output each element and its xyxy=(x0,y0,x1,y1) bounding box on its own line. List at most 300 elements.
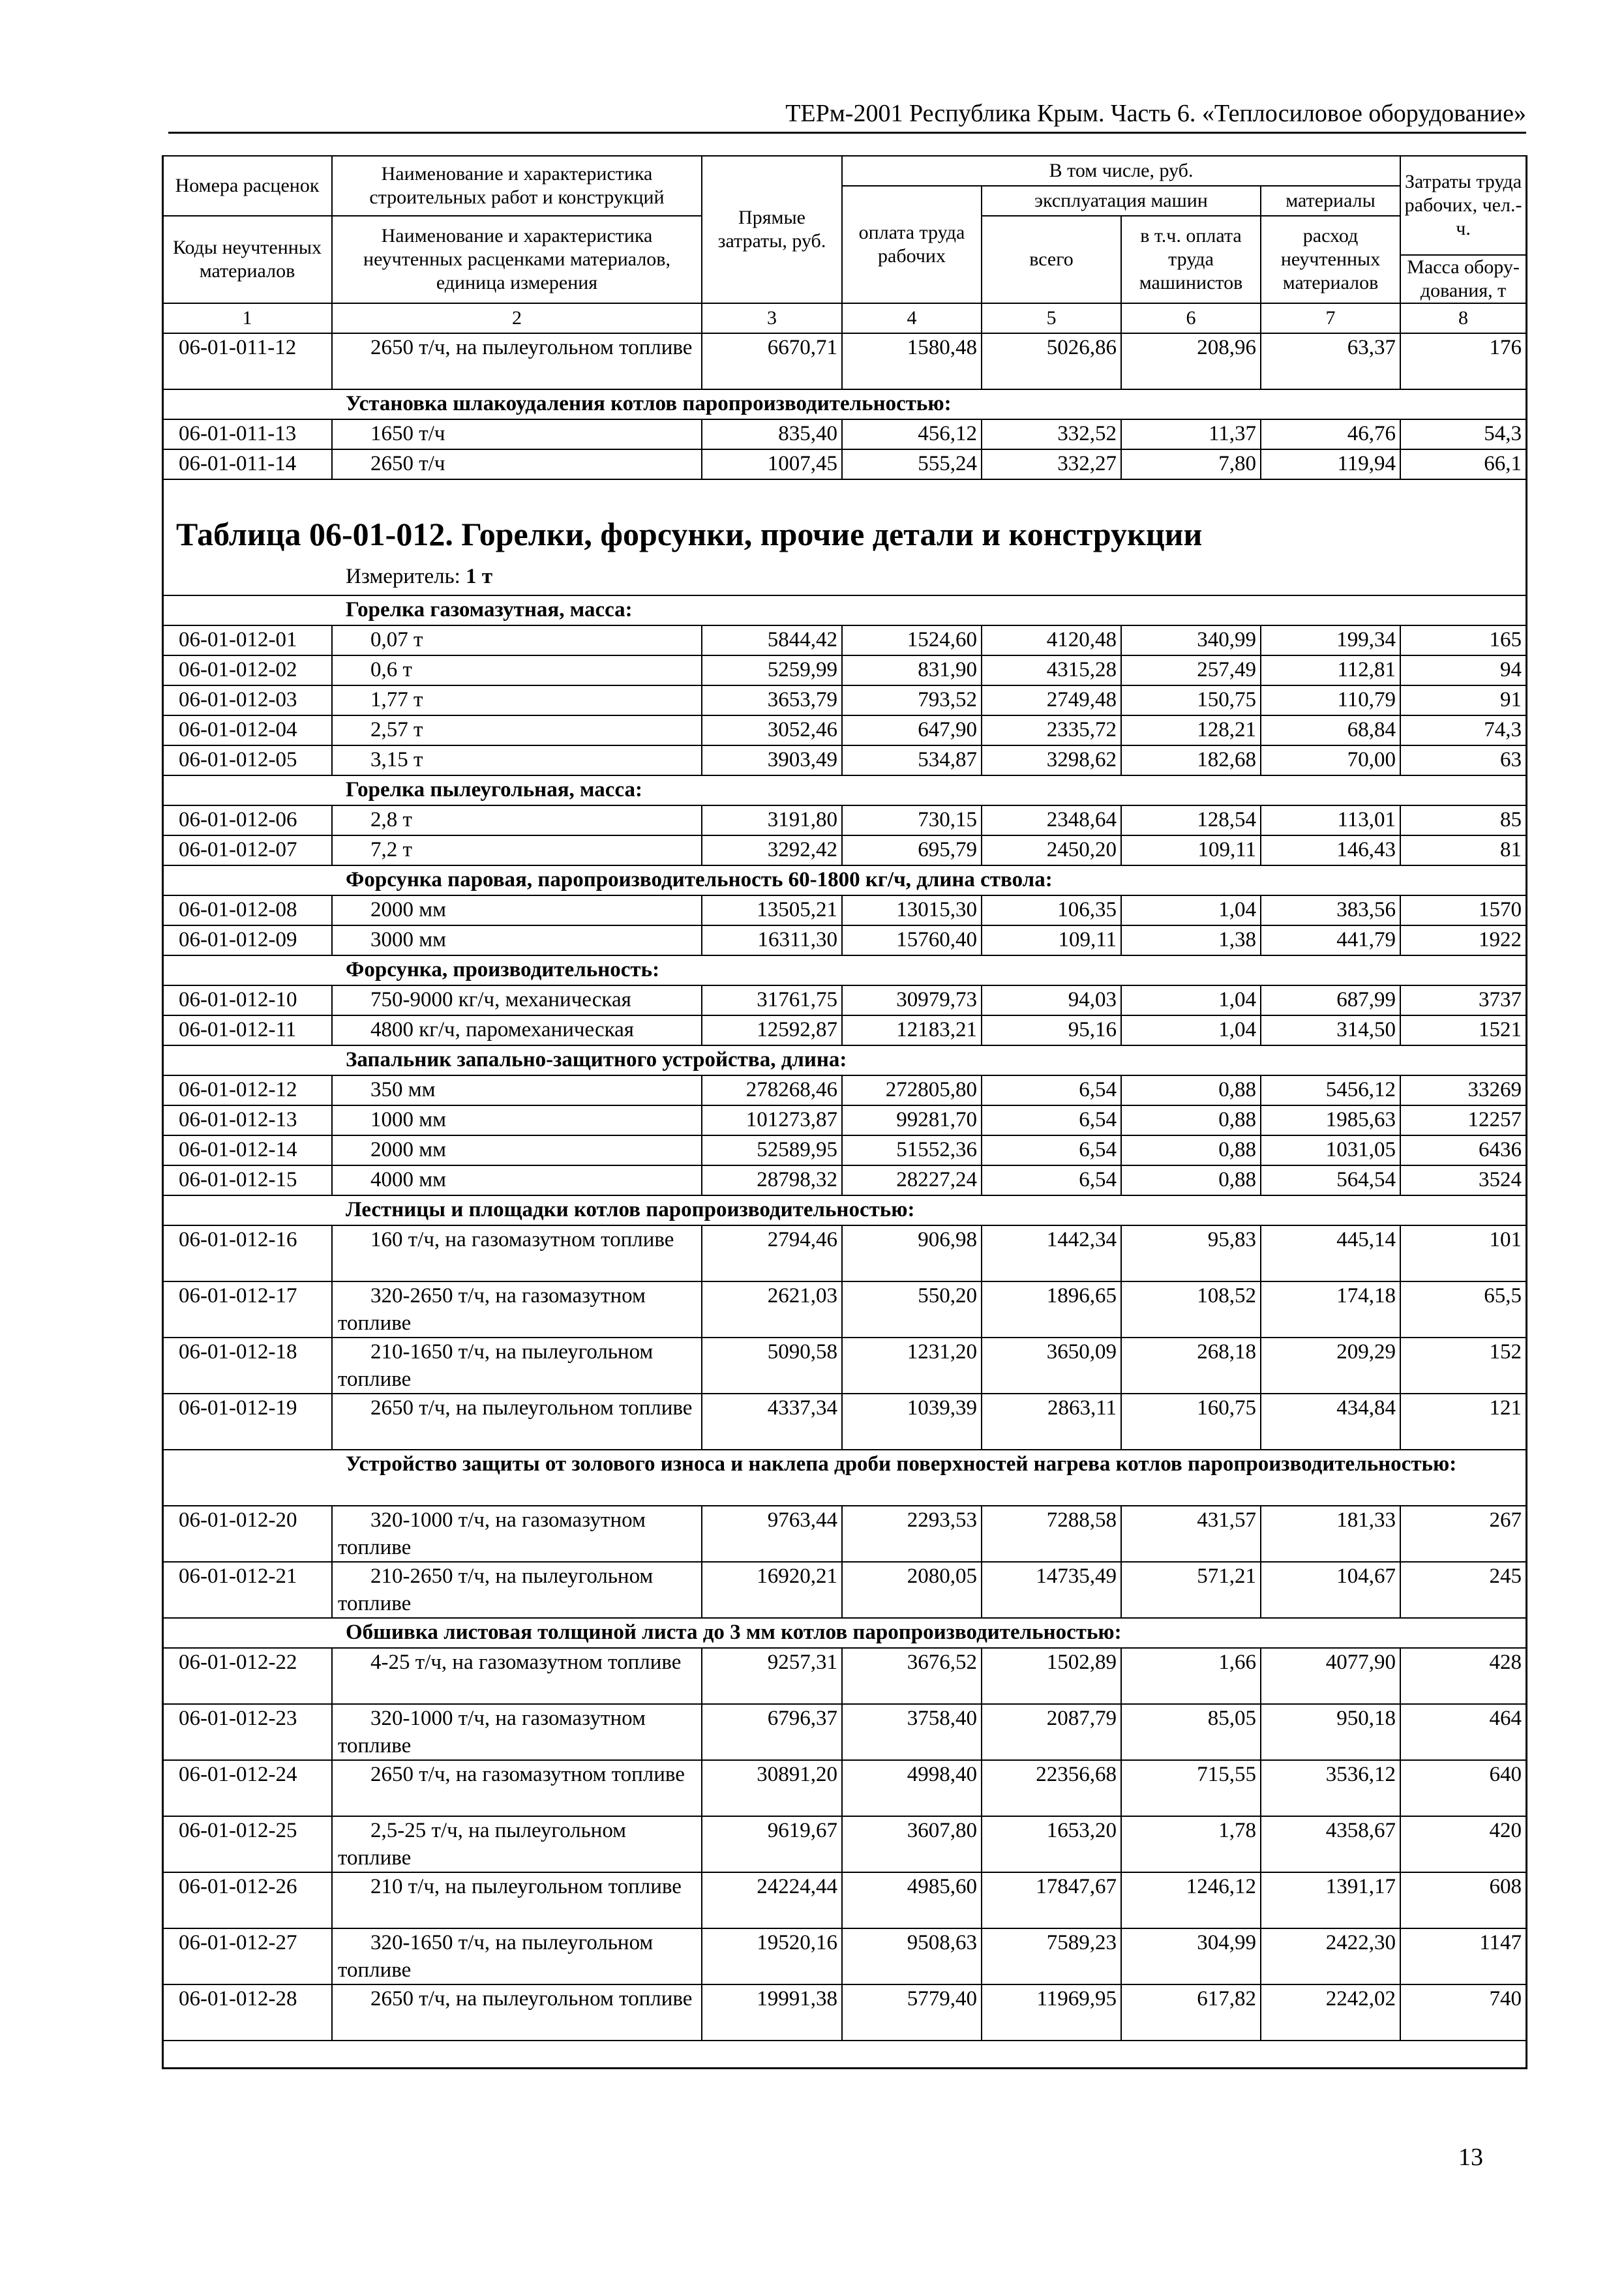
rate-code: 06-01-012-19 xyxy=(162,1394,332,1450)
labor-or-mass-cell: 176 xyxy=(1400,333,1526,389)
material-cost-cell: 4358,67 xyxy=(1261,1816,1400,1872)
material-cost-cell: 209,29 xyxy=(1261,1338,1400,1394)
material-cost-cell: 119,94 xyxy=(1261,449,1400,479)
material-cost-cell: 112,81 xyxy=(1261,655,1400,685)
machinist-wage-cell: 571,21 xyxy=(1121,1562,1261,1618)
table-row xyxy=(162,1338,1526,1394)
rate-description: 3,15 т xyxy=(332,745,702,775)
labor-or-mass-cell: 608 xyxy=(1400,1872,1526,1928)
wage-cost-cell: 4998,40 xyxy=(842,1760,982,1816)
wage-cost-cell: 3676,52 xyxy=(842,1648,982,1704)
machine-cost-cell: 2348,64 xyxy=(982,805,1121,835)
labor-or-mass-cell: 1147 xyxy=(1400,1928,1526,1984)
labor-or-mass-cell: 267 xyxy=(1400,1506,1526,1562)
machinist-wage-cell: 0,88 xyxy=(1121,1165,1261,1195)
table-row xyxy=(162,1928,1526,1984)
machine-cost-cell: 6,54 xyxy=(982,1135,1121,1165)
material-cost-cell: 441,79 xyxy=(1261,925,1400,955)
col-direct-costs-header: Прямые затраты, руб. xyxy=(702,156,842,303)
table-row xyxy=(162,1165,1526,1195)
wage-cost-cell: 13015,30 xyxy=(842,895,982,925)
col-labor-header: Затраты труда рабочих, чел.-ч. xyxy=(1400,156,1526,255)
labor-or-mass-cell: 6436 xyxy=(1400,1135,1526,1165)
direct-cost-cell: 6796,37 xyxy=(702,1704,842,1760)
labor-or-mass-cell: 65,5 xyxy=(1400,1281,1526,1338)
rate-code: 06-01-012-22 xyxy=(162,1648,332,1704)
rate-description: 750-9000 кг/ч, механическая xyxy=(332,985,702,1015)
machine-cost-cell: 5026,86 xyxy=(982,333,1121,389)
machinist-wage-cell: 1,38 xyxy=(1121,925,1261,955)
rate-description: 7,2 т xyxy=(332,835,702,865)
direct-cost-cell: 101273,87 xyxy=(702,1105,842,1135)
table-row xyxy=(162,925,1526,955)
wage-cost-cell: 1231,20 xyxy=(842,1338,982,1394)
labor-or-mass-cell: 3737 xyxy=(1400,985,1526,1015)
table-row xyxy=(162,1816,1526,1872)
rate-code: 06-01-012-08 xyxy=(162,895,332,925)
direct-cost-cell: 3191,80 xyxy=(702,805,842,835)
table-row xyxy=(162,1872,1526,1928)
direct-cost-cell: 2621,03 xyxy=(702,1281,842,1338)
labor-or-mass-cell: 66,1 xyxy=(1400,449,1526,479)
machinist-wage-cell: 1246,12 xyxy=(1121,1872,1261,1928)
rate-code: 06-01-012-27 xyxy=(162,1928,332,1984)
rate-description: 2650 т/ч, на пылеугольном топливе xyxy=(332,1394,702,1450)
material-cost-cell: 383,56 xyxy=(1261,895,1400,925)
material-cost-cell: 2422,30 xyxy=(1261,1928,1400,1984)
machinist-wage-cell: 268,18 xyxy=(1121,1338,1261,1394)
col-materials-header: материалы xyxy=(1261,186,1400,216)
direct-cost-cell: 5259,99 xyxy=(702,655,842,685)
wage-cost-cell: 15760,40 xyxy=(842,925,982,955)
direct-cost-cell: 19991,38 xyxy=(702,1984,842,2041)
col-num: 2 xyxy=(332,303,702,333)
table-row xyxy=(162,1075,1526,1105)
direct-cost-cell: 28798,32 xyxy=(702,1165,842,1195)
machine-cost-cell: 3650,09 xyxy=(982,1338,1121,1394)
rate-code: 06-01-012-10 xyxy=(162,985,332,1015)
table-row xyxy=(162,1281,1526,1338)
machine-cost-cell: 1653,20 xyxy=(982,1816,1121,1872)
wage-cost-cell: 793,52 xyxy=(842,685,982,715)
material-cost-cell: 68,84 xyxy=(1261,715,1400,745)
wage-cost-cell: 534,87 xyxy=(842,745,982,775)
col-num: 3 xyxy=(702,303,842,333)
section-title: Запальник запально-защитного устройства, длина: xyxy=(162,1045,1526,1075)
table-row xyxy=(162,1105,1526,1135)
rate-description: 2,57 т xyxy=(332,715,702,745)
rate-code: 06-01-012-12 xyxy=(162,1075,332,1105)
labor-or-mass-cell: 464 xyxy=(1400,1704,1526,1760)
wage-cost-cell: 730,15 xyxy=(842,805,982,835)
wage-cost-cell: 647,90 xyxy=(842,715,982,745)
wage-cost-cell: 99281,70 xyxy=(842,1105,982,1135)
table-row xyxy=(162,895,1526,925)
labor-or-mass-cell: 85 xyxy=(1400,805,1526,835)
rate-description: 3000 мм xyxy=(332,925,702,955)
labor-or-mass-cell: 121 xyxy=(1400,1394,1526,1450)
table-row xyxy=(162,745,1526,775)
machine-cost-cell: 3298,62 xyxy=(982,745,1121,775)
machinist-wage-cell: 11,37 xyxy=(1121,419,1261,449)
machinist-wage-cell: 128,21 xyxy=(1121,715,1261,745)
section-row xyxy=(162,595,1526,625)
section-row xyxy=(162,1618,1526,1648)
material-cost-cell: 3536,12 xyxy=(1261,1760,1400,1816)
machine-cost-cell: 2863,11 xyxy=(982,1394,1121,1450)
rate-description: 2650 т/ч, на пылеугольном топливе xyxy=(332,1984,702,2041)
wage-cost-cell: 555,24 xyxy=(842,449,982,479)
table-row xyxy=(162,1225,1526,1281)
machine-cost-cell: 7589,23 xyxy=(982,1928,1121,1984)
col-wage-header: оплата труда рабочих xyxy=(842,186,982,303)
wage-cost-cell: 1039,39 xyxy=(842,1394,982,1450)
wage-cost-cell: 272805,80 xyxy=(842,1075,982,1105)
col-mach-total-header: всего xyxy=(982,216,1121,303)
machine-cost-cell: 109,11 xyxy=(982,925,1121,955)
table-row xyxy=(162,1135,1526,1165)
table-caption: Таблица 06-01-012. Горелки, форсунки, прочие детали и конструкции xyxy=(176,516,1203,552)
wage-cost-cell: 30979,73 xyxy=(842,985,982,1015)
rate-code: 06-01-012-23 xyxy=(162,1704,332,1760)
measure-label: Измеритель: xyxy=(346,565,460,588)
machine-cost-cell: 1896,65 xyxy=(982,1281,1121,1338)
wage-cost-cell: 456,12 xyxy=(842,419,982,449)
measure-line xyxy=(346,565,492,589)
labor-or-mass-cell: 74,3 xyxy=(1400,715,1526,745)
rate-description: 2000 мм xyxy=(332,1135,702,1165)
col-num: 1 xyxy=(162,303,332,333)
col-including-header: В том числе, руб. xyxy=(842,156,1400,186)
machine-cost-cell: 4120,48 xyxy=(982,625,1121,655)
machinist-wage-cell: 95,83 xyxy=(1121,1225,1261,1281)
wage-cost-cell: 3607,80 xyxy=(842,1816,982,1872)
rate-code: 06-01-012-26 xyxy=(162,1872,332,1928)
table-row xyxy=(162,449,1526,479)
machinist-wage-cell: 1,78 xyxy=(1121,1816,1261,1872)
wage-cost-cell: 4985,60 xyxy=(842,1872,982,1928)
rate-description: 2000 мм xyxy=(332,895,702,925)
labor-or-mass-cell: 245 xyxy=(1400,1562,1526,1618)
material-cost-cell: 4077,90 xyxy=(1261,1648,1400,1704)
header-title: ТЕРм-2001 Республика Крым. Часть 6. «Теплосиловое оборудование» xyxy=(785,100,1526,127)
col-mass-header: Масса обору-дования, т xyxy=(1400,255,1526,303)
rate-description: 2,5-25 т/ч, на пылеугольном топливе xyxy=(332,1816,702,1872)
labor-or-mass-cell: 1521 xyxy=(1400,1015,1526,1045)
rate-description: 4000 мм xyxy=(332,1165,702,1195)
labor-or-mass-cell: 420 xyxy=(1400,1816,1526,1872)
rate-code: 06-01-012-04 xyxy=(162,715,332,745)
rate-code: 06-01-012-11 xyxy=(162,1015,332,1045)
material-cost-cell: 174,18 xyxy=(1261,1281,1400,1338)
table-row xyxy=(162,1562,1526,1618)
section-row xyxy=(162,775,1526,805)
table-row xyxy=(162,985,1526,1015)
material-cost-cell: 46,76 xyxy=(1261,419,1400,449)
direct-cost-cell: 278268,46 xyxy=(702,1075,842,1105)
wage-cost-cell: 2293,53 xyxy=(842,1506,982,1562)
page-number: 13 xyxy=(1458,2144,1483,2171)
rates-table-main xyxy=(162,595,1527,2041)
section-title: Форсунка, производительность: xyxy=(162,955,1526,985)
machinist-wage-cell: 1,04 xyxy=(1121,985,1261,1015)
direct-cost-cell: 3653,79 xyxy=(702,685,842,715)
rate-description: 210 т/ч, на пылеугольном топливе xyxy=(332,1872,702,1928)
table-row xyxy=(162,1648,1526,1704)
machine-cost-cell: 2749,48 xyxy=(982,685,1121,715)
labor-or-mass-cell: 1570 xyxy=(1400,895,1526,925)
machine-cost-cell: 6,54 xyxy=(982,1165,1121,1195)
labor-or-mass-cell: 12257 xyxy=(1400,1105,1526,1135)
rate-description: 4-25 т/ч, на газомазутном топливе xyxy=(332,1648,702,1704)
rate-code: 06-01-012-03 xyxy=(162,685,332,715)
labor-or-mass-cell: 740 xyxy=(1400,1984,1526,2041)
machine-cost-cell: 6,54 xyxy=(982,1075,1121,1105)
machinist-wage-cell: 182,68 xyxy=(1121,745,1261,775)
rate-code: 06-01-012-15 xyxy=(162,1165,332,1195)
material-cost-cell: 199,34 xyxy=(1261,625,1400,655)
table-row xyxy=(162,333,1526,389)
wage-cost-cell: 1524,60 xyxy=(842,625,982,655)
machinist-wage-cell: 257,49 xyxy=(1121,655,1261,685)
labor-or-mass-cell: 54,3 xyxy=(1400,419,1526,449)
rate-description: 1650 т/ч xyxy=(332,419,702,449)
material-cost-cell: 434,84 xyxy=(1261,1394,1400,1450)
rate-description: 320-1650 т/ч, на пылеугольном топливе xyxy=(332,1928,702,1984)
wage-cost-cell: 550,20 xyxy=(842,1281,982,1338)
rate-description: 160 т/ч, на газомазутном топливе xyxy=(332,1225,702,1281)
machine-cost-cell: 14735,49 xyxy=(982,1562,1121,1618)
wage-cost-cell: 28227,24 xyxy=(842,1165,982,1195)
table-row xyxy=(162,715,1526,745)
labor-or-mass-cell: 94 xyxy=(1400,655,1526,685)
machine-cost-cell: 95,16 xyxy=(982,1015,1121,1045)
material-cost-cell: 110,79 xyxy=(1261,685,1400,715)
rate-description: 2650 т/ч xyxy=(332,449,702,479)
direct-cost-cell: 13505,21 xyxy=(702,895,842,925)
table-body-main xyxy=(162,595,1526,2041)
table-row xyxy=(162,419,1526,449)
machinist-wage-cell: 0,88 xyxy=(1121,1135,1261,1165)
rate-description: 320-2650 т/ч, на газомазутном топливе xyxy=(332,1281,702,1338)
machine-cost-cell: 7288,58 xyxy=(982,1506,1121,1562)
machine-cost-cell: 6,54 xyxy=(982,1105,1121,1135)
rate-description: 4800 кг/ч, паромеханическая xyxy=(332,1015,702,1045)
wage-cost-cell: 831,90 xyxy=(842,655,982,685)
direct-cost-cell: 5844,42 xyxy=(702,625,842,655)
rate-code: 06-01-012-28 xyxy=(162,1984,332,2041)
labor-or-mass-cell: 81 xyxy=(1400,835,1526,865)
labor-or-mass-cell: 1922 xyxy=(1400,925,1526,955)
section-row xyxy=(162,1195,1526,1225)
section-title: Лестницы и площадки котлов паропроизводительностью: xyxy=(162,1195,1526,1225)
rate-code: 06-01-012-02 xyxy=(162,655,332,685)
labor-or-mass-cell: 3524 xyxy=(1400,1165,1526,1195)
table-row xyxy=(162,1015,1526,1045)
table-header xyxy=(162,156,1526,333)
table-row xyxy=(162,1506,1526,1562)
wage-cost-cell: 12183,21 xyxy=(842,1015,982,1045)
page-header xyxy=(168,98,1526,134)
rate-description: 320-1000 т/ч, на газомазутном топливе xyxy=(332,1506,702,1562)
material-cost-cell: 70,00 xyxy=(1261,745,1400,775)
section-title: Устройство защиты от золового износа и наклепа дроби поверхностей нагрева котлов паропроизводительностью: xyxy=(162,1450,1526,1506)
col-machines-header: эксплуатация машин xyxy=(982,186,1261,216)
machine-cost-cell: 332,27 xyxy=(982,449,1121,479)
material-cost-cell: 113,01 xyxy=(1261,805,1400,835)
direct-cost-cell: 3903,49 xyxy=(702,745,842,775)
machinist-wage-cell: 7,80 xyxy=(1121,449,1261,479)
rate-code: 06-01-012-18 xyxy=(162,1338,332,1394)
direct-cost-cell: 31761,75 xyxy=(702,985,842,1015)
material-cost-cell: 1985,63 xyxy=(1261,1105,1400,1135)
machinist-wage-cell: 1,66 xyxy=(1121,1648,1261,1704)
machine-cost-cell: 94,03 xyxy=(982,985,1121,1015)
machine-cost-cell: 2087,79 xyxy=(982,1704,1121,1760)
material-cost-cell: 5456,12 xyxy=(1261,1075,1400,1105)
machinist-wage-cell: 108,52 xyxy=(1121,1281,1261,1338)
machine-cost-cell: 1442,34 xyxy=(982,1225,1121,1281)
col-work-name-header: Наименование и характеристика строительных работ и конструкций xyxy=(332,156,702,216)
col-rate-number-header: Номера расценок xyxy=(162,156,332,216)
machine-cost-cell: 2450,20 xyxy=(982,835,1121,865)
direct-cost-cell: 19520,16 xyxy=(702,1928,842,1984)
rates-table-top xyxy=(162,155,1527,480)
wage-cost-cell: 5779,40 xyxy=(842,1984,982,2041)
rate-code: 06-01-012-01 xyxy=(162,625,332,655)
material-cost-cell: 1031,05 xyxy=(1261,1135,1400,1165)
rate-code: 06-01-012-13 xyxy=(162,1105,332,1135)
rate-description: 2,8 т xyxy=(332,805,702,835)
direct-cost-cell: 4337,34 xyxy=(702,1394,842,1450)
machine-cost-cell: 106,35 xyxy=(982,895,1121,925)
direct-cost-cell: 2794,46 xyxy=(702,1225,842,1281)
material-cost-cell: 445,14 xyxy=(1261,1225,1400,1281)
machinist-wage-cell: 304,99 xyxy=(1121,1928,1261,1984)
direct-cost-cell: 3292,42 xyxy=(702,835,842,865)
section-row xyxy=(162,389,1526,419)
rate-code: 06-01-012-09 xyxy=(162,925,332,955)
rate-description: 0,6 т xyxy=(332,655,702,685)
table-row xyxy=(162,1760,1526,1816)
machinist-wage-cell: 160,75 xyxy=(1121,1394,1261,1450)
wage-cost-cell: 695,79 xyxy=(842,835,982,865)
wage-cost-cell: 51552,36 xyxy=(842,1135,982,1165)
direct-cost-cell: 6670,71 xyxy=(702,333,842,389)
direct-cost-cell: 9257,31 xyxy=(702,1648,842,1704)
machinist-wage-cell: 0,88 xyxy=(1121,1105,1261,1135)
rate-description: 350 мм xyxy=(332,1075,702,1105)
machinist-wage-cell: 617,82 xyxy=(1121,1984,1261,2041)
machinist-wage-cell: 715,55 xyxy=(1121,1760,1261,1816)
section-title: Форсунка паровая, паропроизводительность 60-1800 кг/ч, длина ствола: xyxy=(162,865,1526,895)
labor-or-mass-cell: 165 xyxy=(1400,625,1526,655)
col-num: 8 xyxy=(1400,303,1526,333)
section-row xyxy=(162,865,1526,895)
machinist-wage-cell: 208,96 xyxy=(1121,333,1261,389)
labor-or-mass-cell: 101 xyxy=(1400,1225,1526,1281)
col-unaccounted-name-header: Наименование и характеристика неучтенных расценками материалов, единица измерения xyxy=(332,216,702,303)
material-cost-cell: 146,43 xyxy=(1261,835,1400,865)
section-title: Обшивка листовая толщиной листа до 3 мм котлов паропроизводительностью: xyxy=(162,1618,1526,1648)
machinist-wage-cell: 150,75 xyxy=(1121,685,1261,715)
material-cost-cell: 181,33 xyxy=(1261,1506,1400,1562)
rate-code: 06-01-012-06 xyxy=(162,805,332,835)
machine-cost-cell: 17847,67 xyxy=(982,1872,1121,1928)
machinist-wage-cell: 1,04 xyxy=(1121,895,1261,925)
table-row xyxy=(162,1984,1526,2041)
wage-cost-cell: 9508,63 xyxy=(842,1928,982,1984)
rate-description: 1,77 т xyxy=(332,685,702,715)
table-row xyxy=(162,805,1526,835)
labor-or-mass-cell: 63 xyxy=(1400,745,1526,775)
rate-code: 06-01-012-21 xyxy=(162,1562,332,1618)
machine-cost-cell: 4315,28 xyxy=(982,655,1121,685)
wage-cost-cell: 1580,48 xyxy=(842,333,982,389)
rate-code: 06-01-012-25 xyxy=(162,1816,332,1872)
rate-code: 06-01-012-17 xyxy=(162,1281,332,1338)
direct-cost-cell: 52589,95 xyxy=(702,1135,842,1165)
machine-cost-cell: 332,52 xyxy=(982,419,1121,449)
col-mach-wage-header: в т.ч. оплата труда машинистов xyxy=(1121,216,1261,303)
labor-or-mass-cell: 428 xyxy=(1400,1648,1526,1704)
machine-cost-cell: 2335,72 xyxy=(982,715,1121,745)
table-row xyxy=(162,625,1526,655)
rate-code: 06-01-012-24 xyxy=(162,1760,332,1816)
table-row xyxy=(162,655,1526,685)
rate-description: 1000 мм xyxy=(332,1105,702,1135)
section-row xyxy=(162,1450,1526,1506)
wage-cost-cell: 2080,05 xyxy=(842,1562,982,1618)
machinist-wage-cell: 431,57 xyxy=(1121,1506,1261,1562)
rate-code: 06-01-011-14 xyxy=(162,449,332,479)
rate-description: 210-2650 т/ч, на пылеугольном топливе xyxy=(332,1562,702,1618)
material-cost-cell: 1391,17 xyxy=(1261,1872,1400,1928)
wage-cost-cell: 906,98 xyxy=(842,1225,982,1281)
machinist-wage-cell: 109,11 xyxy=(1121,835,1261,865)
rate-description: 2650 т/ч, на пылеугольном топливе xyxy=(332,333,702,389)
rate-code: 06-01-012-16 xyxy=(162,1225,332,1281)
rate-code: 06-01-012-05 xyxy=(162,745,332,775)
labor-or-mass-cell: 33269 xyxy=(1400,1075,1526,1105)
direct-cost-cell: 835,40 xyxy=(702,419,842,449)
table-row xyxy=(162,835,1526,865)
direct-cost-cell: 12592,87 xyxy=(702,1015,842,1045)
labor-or-mass-cell: 91 xyxy=(1400,685,1526,715)
machine-cost-cell: 22356,68 xyxy=(982,1760,1121,1816)
col-unaccounted-codes-header: Коды неучтенных материалов xyxy=(162,216,332,303)
rate-code: 06-01-012-20 xyxy=(162,1506,332,1562)
col-num: 4 xyxy=(842,303,982,333)
machinist-wage-cell: 340,99 xyxy=(1121,625,1261,655)
material-cost-cell: 2242,02 xyxy=(1261,1984,1400,2041)
direct-cost-cell: 9619,67 xyxy=(702,1816,842,1872)
table-row xyxy=(162,685,1526,715)
rate-code: 06-01-011-13 xyxy=(162,419,332,449)
machinist-wage-cell: 128,54 xyxy=(1121,805,1261,835)
labor-or-mass-cell: 640 xyxy=(1400,1760,1526,1816)
direct-cost-cell: 3052,46 xyxy=(702,715,842,745)
section-title: Горелка пылеугольная, масса: xyxy=(162,775,1526,805)
direct-cost-cell: 16920,21 xyxy=(702,1562,842,1618)
machine-cost-cell: 1502,89 xyxy=(982,1648,1121,1704)
rate-description: 320-1000 т/ч, на газомазутном топливе xyxy=(332,1704,702,1760)
rate-description: 2650 т/ч, на газомазутном топливе xyxy=(332,1760,702,1816)
labor-or-mass-cell: 152 xyxy=(1400,1338,1526,1394)
table-row xyxy=(162,1394,1526,1450)
wage-cost-cell: 3758,40 xyxy=(842,1704,982,1760)
rate-code: 06-01-012-14 xyxy=(162,1135,332,1165)
